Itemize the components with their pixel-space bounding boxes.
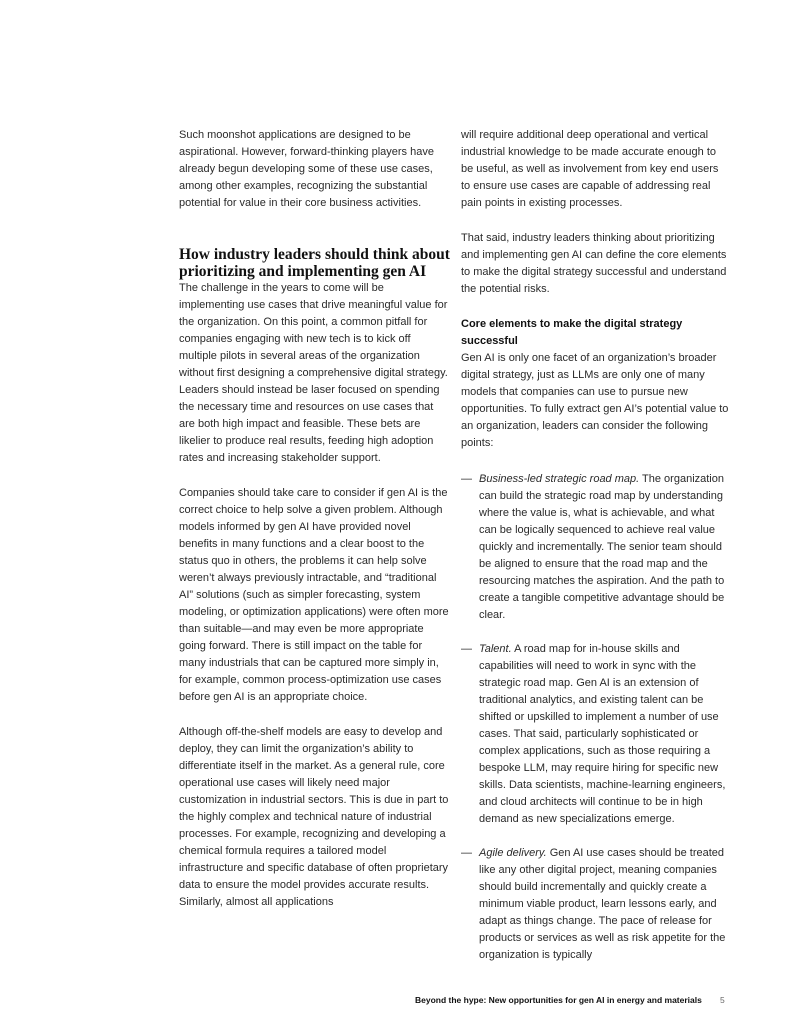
paragraph-deep-knowledge: will require additional deep operational and vertical industrial knowledge to be made accurate enough to be useful, as well as involvement from key end users to ensure use cases are capable of addressing real pain points in existing processes. <box>461 129 719 209</box>
em-dash-bullet: — <box>461 643 472 655</box>
bullet-text: The organization can build the strategic road map by understanding where the value is, what is achievable, and what can be logically sequenced to achieve real value quickly and incrementally. The senior team should be aligned to ensure that the road map and the resourcing matches the aspiration. And the path to create a tangible competitive advantage should be clear. <box>479 473 725 621</box>
section-heading: How industry leaders should think about prioritizing and implementing gen AI <box>179 246 450 280</box>
page-number: 5 <box>720 995 725 1005</box>
bullet-text: Gen AI use cases should be treated like any other digital project, meaning companies should build incrementally and quickly create a minimum viable product, learn lessons early, and adapt as things change. The pace of release for products or services as well as risk appetite for the organization is typically <box>479 847 726 961</box>
bullet-text: A road map for in-house skills and capabilities will need to work in sync with the strategic road map. Gen AI is an extension of traditional analytics, and existing talent can be shifted or upskilled to implement a number of use cases. That said, particularly sophisticated or complex applications, such as those requiring a bespoke LLM, may require hiring for specific new skills. Data scientists, machine-learning engineers, and cloud architects will continue to be in high demand as new specializations emerge. <box>479 643 726 825</box>
right-column <box>461 127 729 964</box>
subheading-core-elements: Core elements to make the digital strategy successful <box>461 318 683 347</box>
paragraph-challenge: The challenge in the years to come will be implementing use cases that drive meaningful value for the organization. On this point, a common pitfall for companies engaging with new tech is to kick off multiple pilots in several areas of the organization without first designing a comprehensive digital strategy. Leaders should instead be laser focused on spending the necessary time and resources on use cases that are both high impact and feasible. These bets are likelier to produce real results, feeding high adoption rates and increasing stakeholder support. <box>179 282 448 464</box>
core-elements-list <box>461 471 729 964</box>
em-dash-bullet: — <box>461 847 472 859</box>
list-item <box>461 471 729 624</box>
paragraph-consider-gen-ai: Companies should take care to consider if gen AI is the correct choice to help solve a given problem. Although models informed by gen AI have provided novel benefits in many functions and a clear boost to the status quo in others, the problems it can help solve weren’t always previously intractable, and “traditional AI” solutions (such as simpler forecasting, system modeling, or optimization applications) were often more than suitable—and may even be more appropriate going forward. There is still impact on the table for many industrials that can be captured more simply in, for example, common process-optimization use cases before gen AI is an appropriate choice. <box>179 487 449 703</box>
bullet-lead: Business-led strategic road map. <box>479 473 640 485</box>
list-item <box>461 641 729 828</box>
paragraph-off-the-shelf: Although off-the-shelf models are easy to develop and deploy, they can limit the organization’s ability to differentiate itself in the market. As a general rule, core operational use cases will likely need major customization in industrial sectors. This is due in part to the highly complex and technical nature of industrial processes. For example, recognizing and developing a chemical formula requires a tailored model infrastructure and specific database of often proprietary data to ensure the model provides accurate results. Similarly, almost all applications <box>179 726 449 908</box>
bullet-lead: Agile delivery. <box>479 847 547 859</box>
paragraph-gen-ai-facet: Gen AI is only one facet of an organization’s broader digital strategy, just as LLMs are only one of many models that companies can use to pursue new opportunities. To fully extract gen AI’s potential value to an organization, leaders can consider the following points: <box>461 352 729 449</box>
paragraph-moonshot: Such moonshot applications are designed to be aspirational. However, forward-thinking players have already begun developing some of these use cases, among other examples, recognizing the substantial potential for value in their core business activities. <box>179 129 434 209</box>
paragraph-that-said: That said, industry leaders thinking about prioritizing and implementing gen AI can define the core elements to make the digital strategy successful and understand the potential risks. <box>461 232 727 295</box>
bullet-lead: Talent. <box>479 643 512 655</box>
em-dash-bullet: — <box>461 473 472 485</box>
list-item <box>461 845 729 964</box>
footer-title: Beyond the hype: New opportunities for gen AI in energy and materials <box>415 995 702 1005</box>
left-column <box>179 127 451 911</box>
